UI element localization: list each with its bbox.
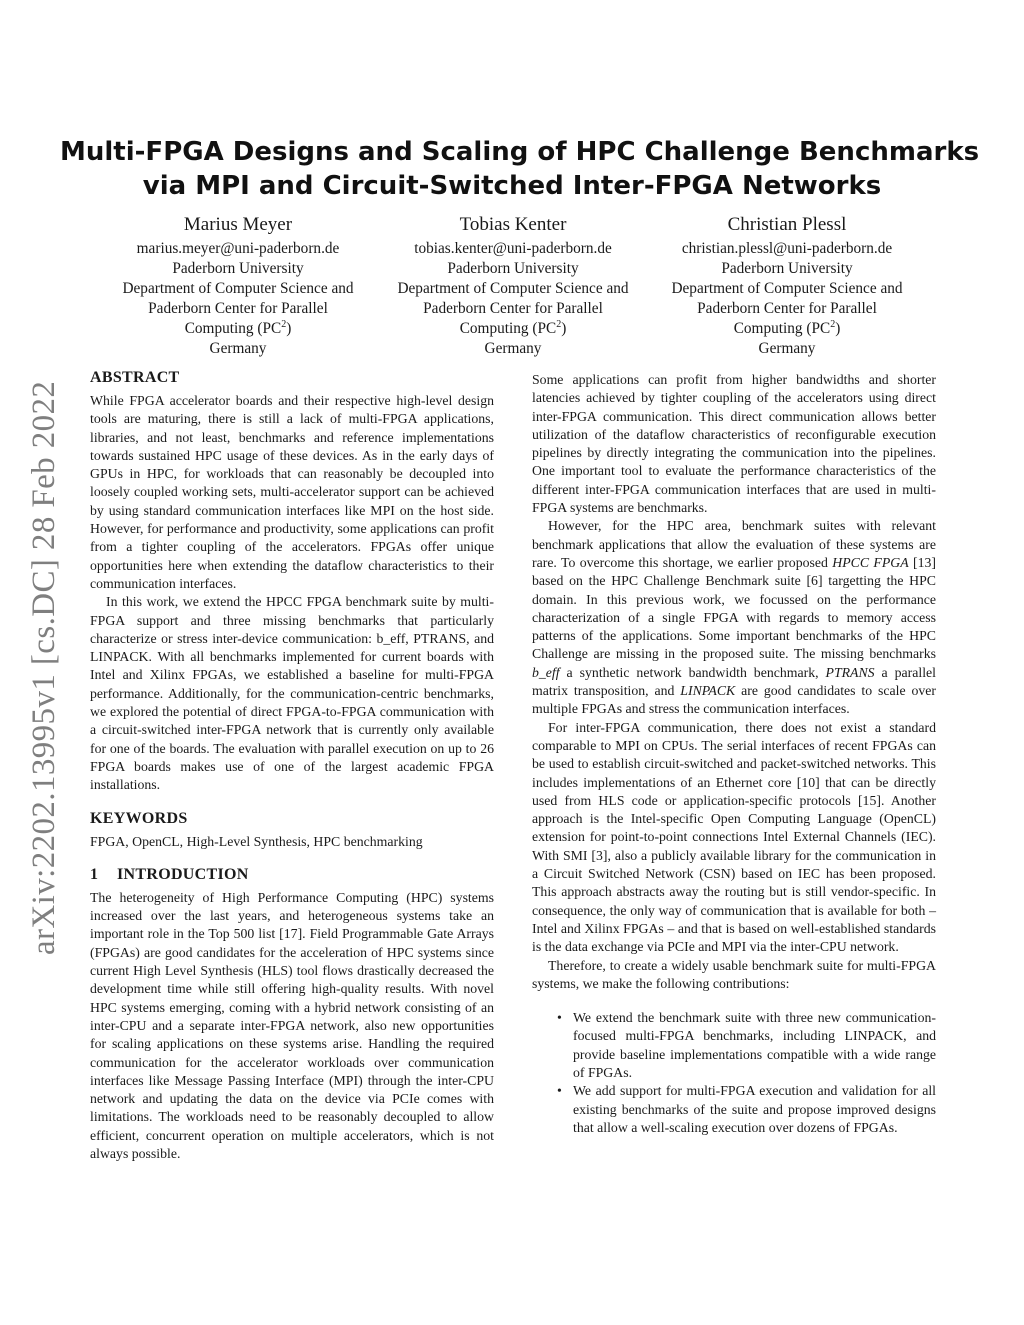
keywords-heading: KEYWORDS: [90, 809, 188, 827]
author-department: Department of Computer Science and: [122, 280, 354, 297]
author-block: [378, 212, 648, 359]
author-email: marius.meyer@uni-paderborn.de: [136, 240, 340, 257]
author-name: Marius Meyer: [183, 214, 293, 235]
abstract-paragraph-2: In this work, we extend the HPCC FPGA benchmark suite by multi-FPGA support and three missing benchmarks that particularly characterize or stress inter-device communication: b_eff, PTRANS, and LINPACK. With all benchmarks implemented for current boards with Intel and Xilinx FPGAs, we established a baseline for multi-FPGA performance. Additionally, for the communication-centric benchmarks, we explored the potential of direct FPGA-to-FPGA communication with a circuit-switched inter-FPGA network that is currently only available for one of the boards. The evaluation with parallel execution on up to 26 FPGA boards makes use of one of the largest academic FPGA installations.: [90, 594, 494, 793]
list-item: • We extend the benchmark suite with three new communication-focused multi-FPGA benchmarks, including LINPACK, and provide baseline implementations compatible with a wide range of FPGAs.: [573, 1009, 936, 1082]
author-computing: Computing $(PC^2)$: [184, 319, 292, 337]
introduction-paragraph-2: Some applications can profit from higher bandwidths and shorter latencies achieved by tighter coupling of the accelerators using direct inter-FPGA communication. This direct communication allows better utilization of the dataflow characteristics of reconfigurable execution pipelines by directly integrating the communication into the pipelines. One important tool to evaluate the performance characteristics of the different inter-FPGA communication interfaces that are used in multi-FPGA systems are benchmarks.: [532, 372, 936, 516]
author-university: Paderborn University: [447, 260, 579, 277]
author-computing: Computing $(PC^2)$: [733, 319, 841, 337]
title-line-1: Multi-FPGA Designs and Scaling of HPC Challenge Benchmarks: [60, 137, 980, 167]
list-item: • We add support for multi-FPGA execution and validation for all existing benchmarks of the suite and propose improved designs that allow a well-scaling execution over dozens of FPGAs.: [573, 1082, 936, 1137]
introduction-heading: [90, 865, 494, 885]
paper-title: [60, 135, 980, 203]
abstract-heading: ABSTRACT: [90, 369, 180, 386]
left-column: [90, 368, 494, 1163]
author-center: Paderborn Center for Parallel: [697, 300, 877, 317]
introduction-paragraph-4: For inter-FPGA communication, there does not exist a standard comparable to MPI on CPUs. The serial interfaces of recent FPGAs can be used to establish circuit-switched and packet-switched networks. This includes implementations of an Ethernet core [10] that can be directly used from HLS code or application-specific protocols [15]. Another approach is the Intel-specific Open Computing Language (OpenCL) extension for point-to-point connections Intel External Channels (IEC). With SMI [3], also a publicly available library for the communication in a Circuit Switched Network (CSN) based on IEC has been proposed. This approach abstracts away the routing but is still vendor-specific. In consequence, the only way of communication that is available for both – Intel and Xilinx FPGAs – and that is based on well-established standards is the data exchange via PCIe and MPI via the inter-CPU network.: [532, 719, 936, 955]
right-column: [532, 371, 936, 1137]
author-center: Paderborn Center for Parallel: [148, 300, 328, 317]
author-university: Paderborn University: [172, 260, 304, 277]
section-title: INTRODUCTION: [117, 865, 249, 883]
section-number: 1: [90, 865, 99, 883]
introduction-paragraph-5: Therefore, to create a widely usable benchmark suite for multi-FPGA systems, we make the following contributions:: [532, 957, 936, 991]
author-country: Germany: [484, 340, 542, 357]
author-department: Department of Computer Science and: [397, 280, 629, 297]
author-country: Germany: [209, 340, 267, 357]
author-department: Department of Computer Science and: [671, 280, 903, 297]
author-center: Paderborn Center for Parallel: [423, 300, 603, 317]
author-name: Christian Plessl: [727, 214, 847, 235]
author-email: tobias.kenter@uni-paderborn.de: [414, 240, 612, 257]
title-line-2: via MPI and Circuit-Switched Inter-FPGA Networks: [142, 171, 882, 201]
introduction-paragraph-3: However, for the HPC area, benchmark suites with relevant benchmark applications that allow the evaluation of these systems are rare. To overcome this shortage, we earlier proposed HPCC FPGA [13] based on the HPC Challenge Benchmark suite [6] targetting the HPC domain. In this previous work, we focussed on the performance characterization of a single FPGA with regards to memory access patterns of the applications. Some important benchmarks of the HPC Challenge are missing in the proposed suite. The missing benchmarks b_eff a synthetic network bandwidth benchmark, PTRANS a parallel matrix transposition, and LINPACK are good candidates to scale over multiple FPGAs and stress the communication interfaces.: [532, 518, 936, 717]
keywords-text: FPGA, OpenCL, High-Level Synthesis, HPC benchmarking: [90, 833, 423, 849]
author-computing: Computing $(PC^2)$: [459, 319, 567, 337]
author-block: [652, 212, 922, 359]
author-email: christian.plessl@uni-paderborn.de: [681, 240, 893, 257]
author-name: Tobias Kenter: [459, 214, 567, 235]
contributions-list: [532, 1009, 936, 1137]
introduction-paragraph-1: The heterogeneity of High Performance Computing (HPC) systems increased over the last years, and heterogeneous systems take an important role in the Top 500 list [17]. Field Programmable Gate Arrays (FPGAs) are good candidates for the acceleration of HPC systems since current High Level Synthesis (HLS) tool flows drastically decreased the development time while still offering high-quality results. With novel HPC systems emerging, coming with a hybrid network consisting of an inter-CPU and a separate inter-FPGA network, also new opportunities for scaling applications on these systems arise. Handling the required communication for the accelerator workloads over communication interfaces like Message Passing Interface (MPI) through the inter-CPU network and updating the data on the device via PCIe comes with limitations. The workloads need to be reasonably decoupled to allow efficient, concurrent operation on multiple accelerators, which is not always possible.: [90, 889, 494, 1161]
author-block: [103, 212, 373, 359]
author-university: Paderborn University: [721, 260, 853, 277]
abstract-paragraph-1: While FPGA accelerator boards and their respective high-level design tools are maturing, there is still a lack of multi-FPGA applications, libraries, and not least, benchmarks and reference implementations towards sustained HPC usage of these devices. As in the early days of GPUs in HPC, for workloads that can reasonably be decoupled into loosely coupled working sets, multi-accelerator support can be achieved by using standard communication interfaces like MPI on the host side. However, for performance and productivity, some applications can profit from a tighter coupling of the accelerators. FPGAs offer unique opportunities here when extending the dataflow characteristics to their communication interfaces.: [90, 393, 494, 591]
author-country: Germany: [758, 340, 816, 357]
arxiv-identifier-stamp: arXiv:2202.13995v1 [cs.DC] 28 Feb 2022: [26, 380, 62, 955]
